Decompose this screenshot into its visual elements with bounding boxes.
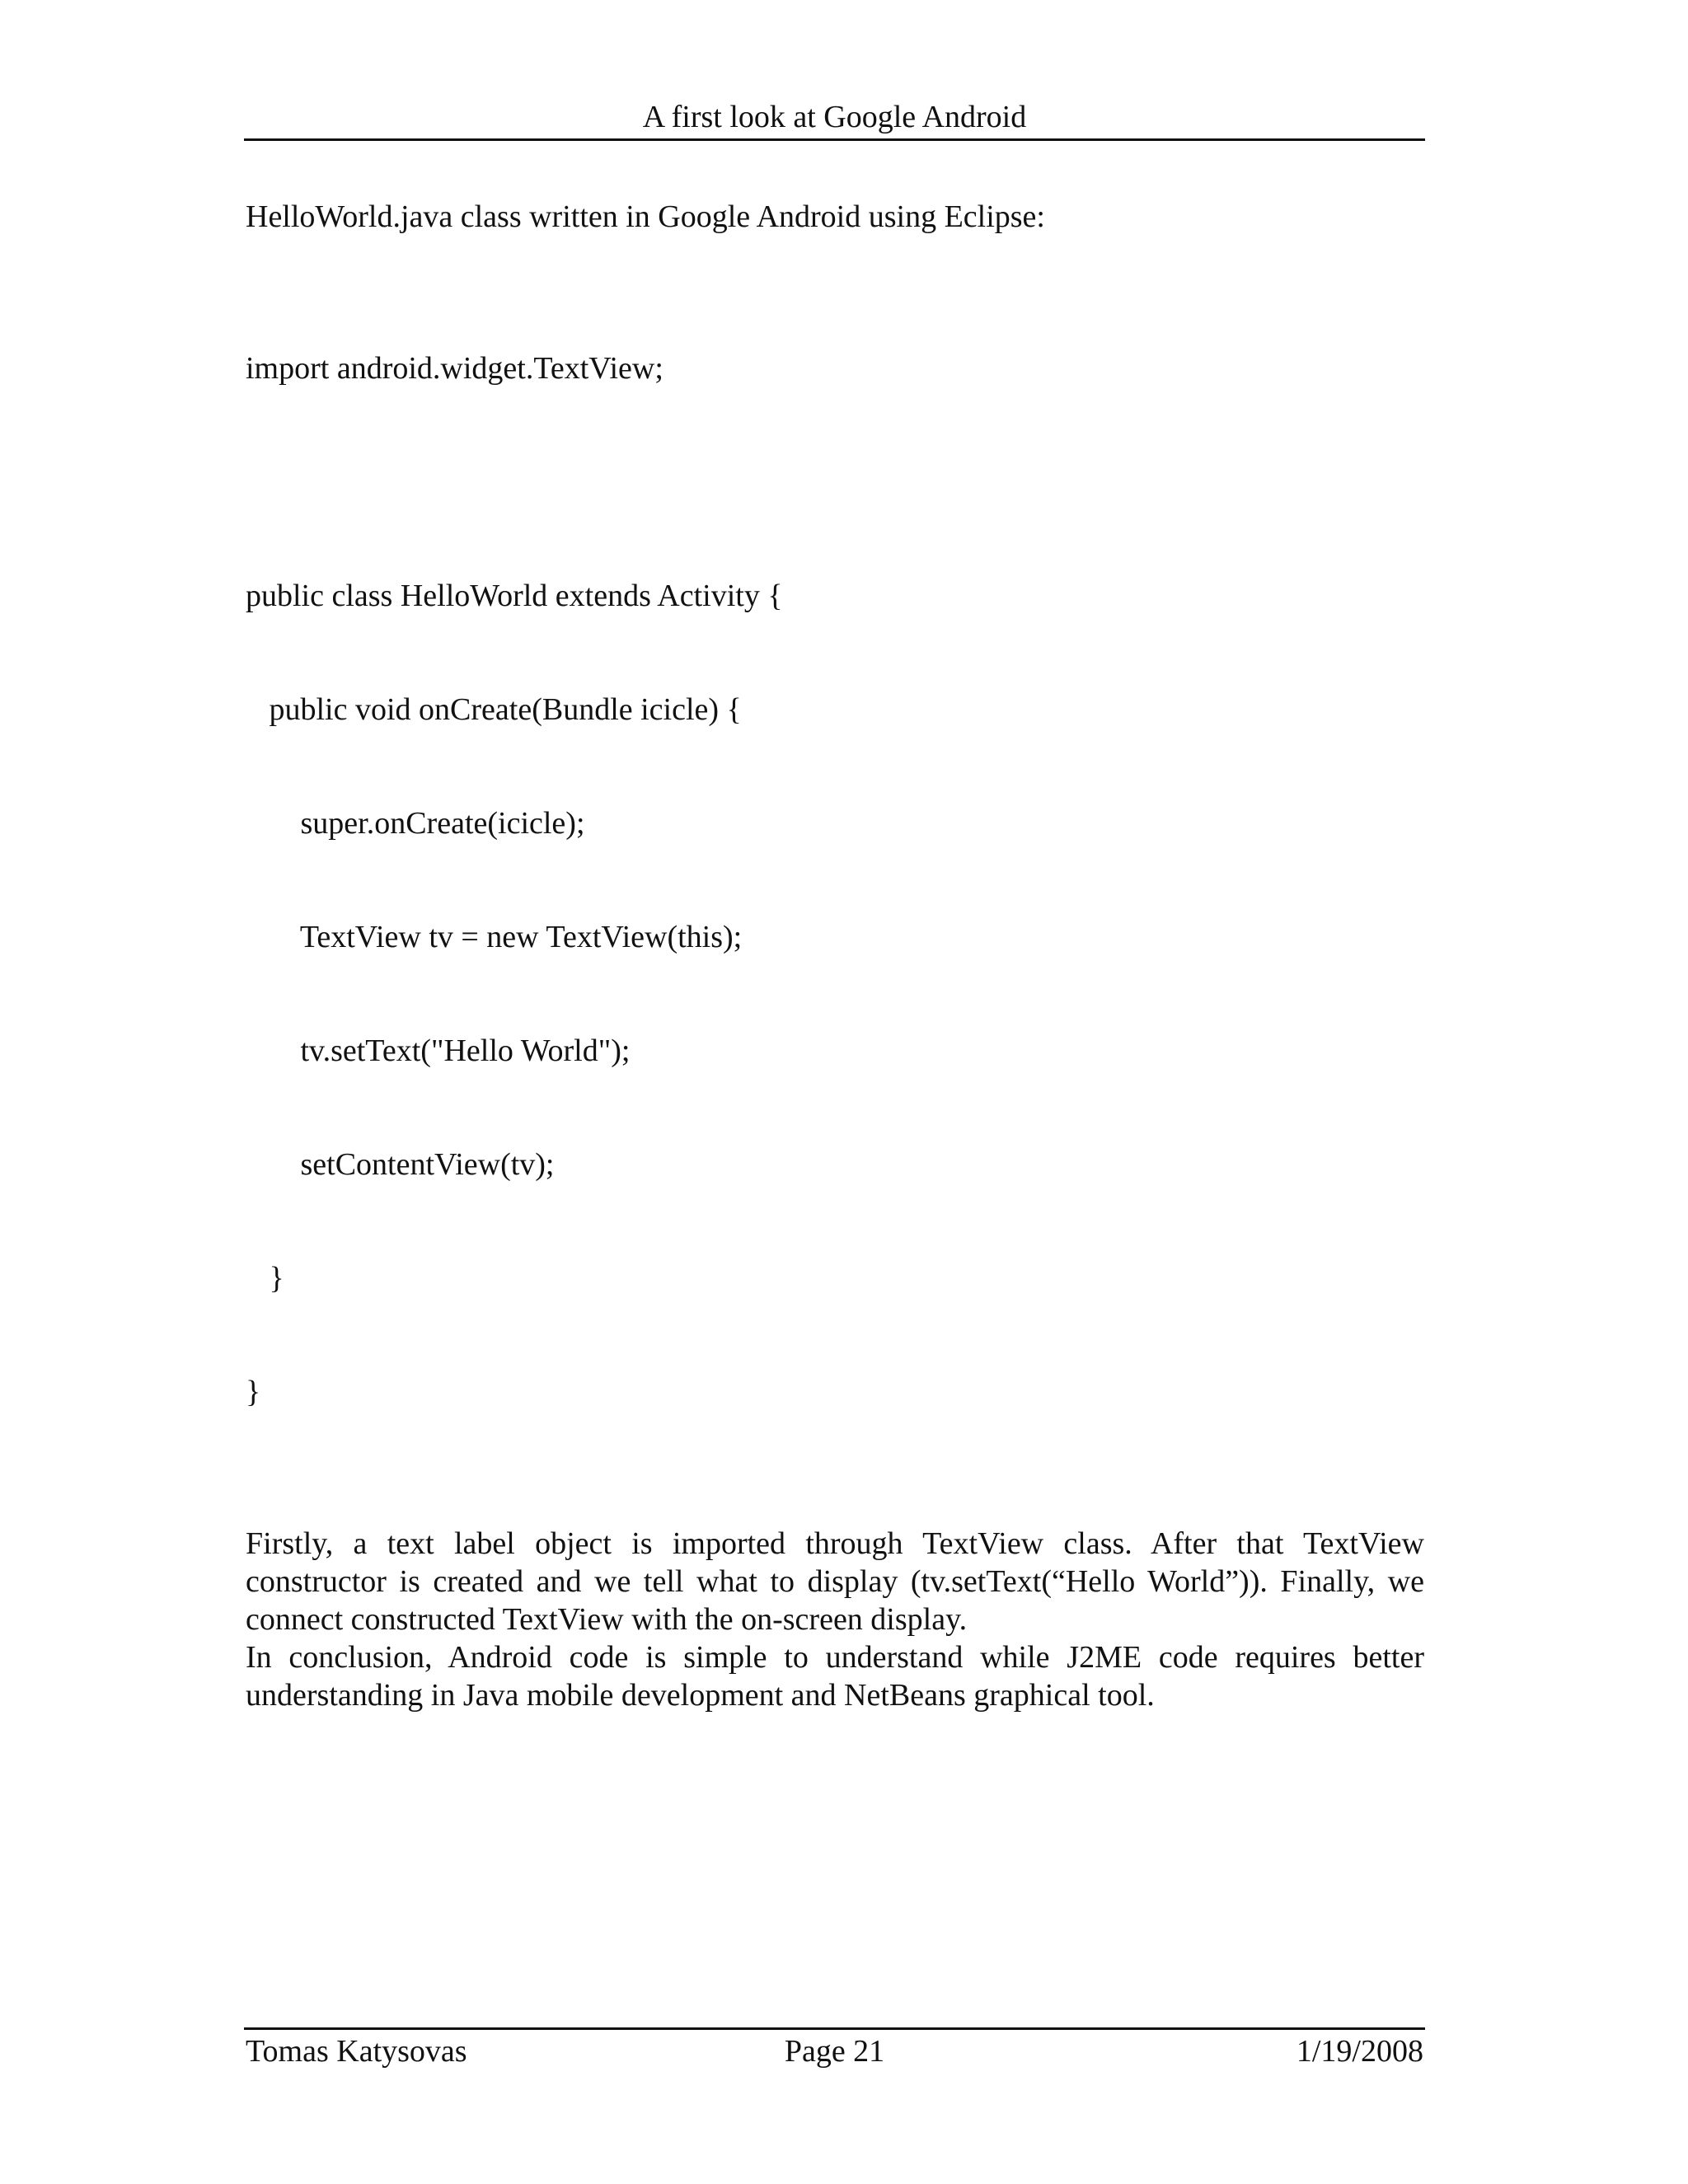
code-blank-line	[246, 463, 1424, 501]
code-listing	[246, 274, 1424, 1487]
intro-line: HelloWorld.java class written in Google Android using Eclipse:	[246, 199, 1045, 234]
footer-page-number: Page 21	[784, 2034, 885, 2069]
code-line: public void onCreate(Bundle icicle) {	[246, 692, 742, 727]
code-line: super.onCreate(icicle);	[246, 806, 585, 841]
code-line: public class HelloWorld extends Activity {	[246, 579, 783, 613]
code-line: }	[246, 1375, 261, 1409]
footer-author: Tomas Katysovas	[246, 2034, 467, 2069]
page-footer	[244, 2027, 1425, 2071]
footer-date: 1/19/2008	[1296, 2034, 1423, 2069]
body-paragraph: Firstly, a text label object is imported through TextView class. After that TextView constructor is created and we tell what to display (tv.setText(“Hello World”)). Finally, we connect constructed TextView with the on-screen display.	[246, 1526, 1424, 1637]
conclusion-paragraph: In conclusion, Android code is simple to understand while J2ME code requires better understanding in Java mobile development and NetBeans graphical tool.	[246, 1640, 1424, 1713]
code-line: tv.setText("Hello World");	[246, 1033, 631, 1068]
code-line: }	[246, 1261, 284, 1296]
code-line: import android.widget.TextView;	[246, 351, 663, 386]
page-header	[244, 97, 1425, 141]
header-title: A first look at Google Android	[642, 100, 1027, 134]
page-content	[246, 198, 1424, 1714]
code-line: TextView tv = new TextView(this);	[246, 920, 743, 954]
code-line: setContentView(tv);	[246, 1147, 555, 1182]
